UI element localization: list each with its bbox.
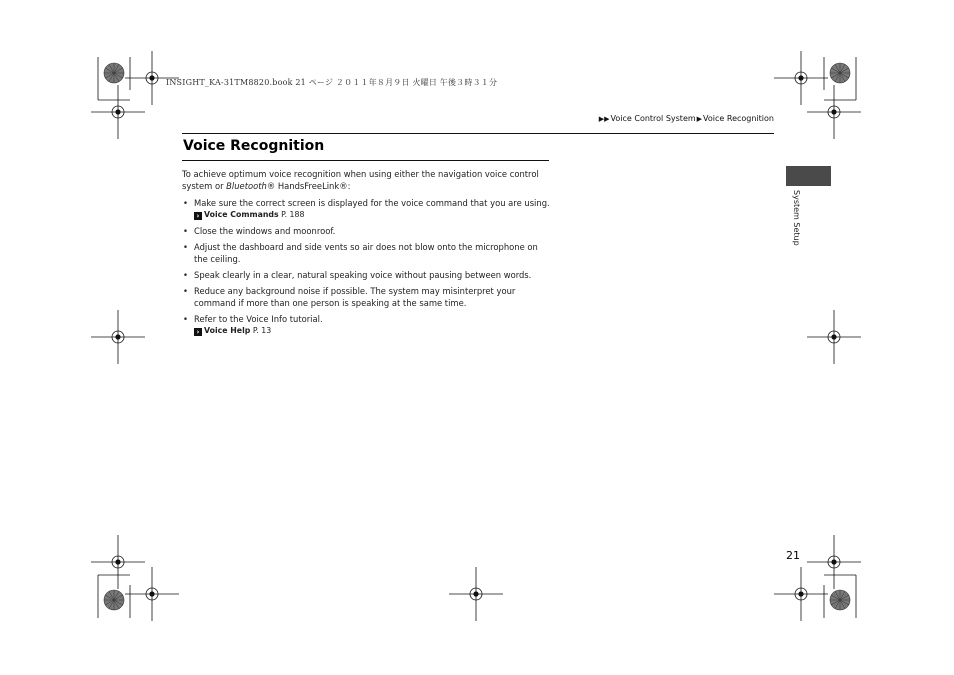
color-target-icon (104, 590, 124, 610)
registration-mark-icon (91, 310, 145, 364)
cross-reference[interactable] (194, 209, 552, 221)
list-item (182, 241, 552, 265)
color-target-icon (830, 590, 850, 610)
cross-reference[interactable] (194, 325, 552, 337)
list-item (182, 225, 552, 237)
header-rule (182, 133, 774, 134)
bullet-icon: • (183, 226, 188, 236)
xref-title[interactable]: Voice Help (204, 326, 251, 335)
main-content (182, 168, 552, 341)
registration-mark-icon (449, 567, 503, 621)
bullet-icon: • (183, 198, 188, 208)
registration-mark-icon (91, 535, 145, 589)
registration-mark-icon (125, 567, 179, 621)
breadcrumb-arrow-icon: ▶ (696, 115, 703, 123)
list-item-text: Make sure the correct screen is displayed for the voice command that you are using. (194, 198, 550, 208)
list-item-text: Speak clearly in a clear, natural speaking voice without pausing between words. (194, 270, 532, 280)
registration-mark-icon (774, 567, 828, 621)
xref-page: P. 13 (252, 326, 272, 335)
color-target-icon (104, 63, 124, 83)
tips-list (182, 197, 552, 337)
section-tab-label: System Setup (792, 190, 801, 246)
page-title: Voice Recognition (183, 138, 325, 154)
intro-text: To achieve optimum voice recognition when using either the navigation voice control system or (182, 169, 539, 191)
bullet-icon: • (183, 314, 188, 324)
color-target-icon (830, 63, 850, 83)
page-number: 21 (786, 549, 800, 562)
registration-mark-icon (807, 535, 861, 589)
registration-mark-icon (91, 85, 145, 139)
xref-title[interactable]: Voice Commands (204, 210, 279, 219)
registration-mark-icon (807, 85, 861, 139)
reference-arrow-icon: › (194, 328, 202, 336)
breadcrumb-level2: Voice Recognition (703, 114, 774, 123)
intro-suffix: ® HandsFreeLink®: (266, 181, 351, 191)
breadcrumb-level1: Voice Control System (610, 114, 696, 123)
registration-mark-icon (807, 310, 861, 364)
intro-italic-term: Bluetooth (226, 181, 267, 191)
bullet-icon: • (183, 270, 188, 280)
print-job-header: INSIGHT_KA-31TM8820.book 21 ページ ２０１１年８月９日 火曜日 午後３時３１分 (166, 78, 498, 87)
title-rule (182, 160, 549, 161)
reference-arrow-icon: › (194, 212, 202, 220)
breadcrumb-arrow-icon: ▶▶ (598, 115, 610, 123)
intro-paragraph (182, 168, 552, 192)
list-item-text: Refer to the Voice Info tutorial. (194, 314, 323, 324)
list-item-text: Adjust the dashboard and side vents so air does not blow onto the microphone on the ceiling. (194, 242, 538, 264)
xref-page: P. 188 (281, 210, 305, 219)
section-tab[interactable] (786, 166, 831, 186)
bullet-icon: • (183, 286, 188, 296)
breadcrumb (598, 114, 774, 123)
list-item (182, 269, 552, 281)
list-item (182, 285, 552, 309)
list-item (182, 197, 552, 221)
bullet-icon: • (183, 242, 188, 252)
list-item-text: Close the windows and moonroof. (194, 226, 336, 236)
list-item-text: Reduce any background noise if possible. The system may misinterpret your command if more than one person is speaking at the same time. (194, 286, 516, 308)
registration-mark-icon (774, 51, 828, 105)
list-item (182, 313, 552, 337)
